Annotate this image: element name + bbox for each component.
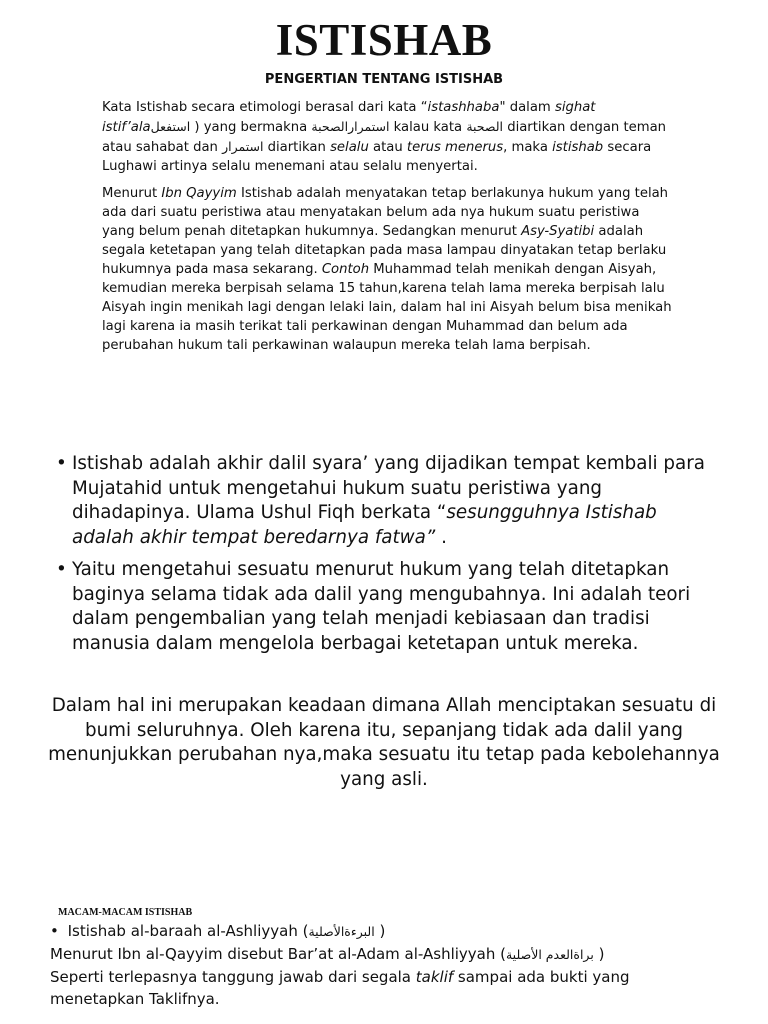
arabic-term: استمرارالصحبة: [311, 119, 390, 134]
section-subtitle: PENGERTIAN TENTANG ISTISHAB: [264, 72, 504, 87]
arabic-term: البرءةالأصلية: [308, 924, 375, 939]
arabic-term: استفعل: [150, 119, 191, 134]
macam-line: Menurut Ibn al-Qayyim disebut Bar’at al-Adam al-Ashliyyah (براةالعدم الأصلية ): [50, 945, 605, 963]
intro-section: [102, 98, 672, 363]
arabic-term: استمرار: [222, 139, 264, 154]
arabic-term: الصحبة: [466, 119, 503, 134]
intro-paragraph-2: Menurut Ibn Qayyim Istishab adalah menyatakan tetap berlakunya hukum yang telah ada dari suatu peristiwa atau menyatakan belum ada nya hukum suatu peristiwa yang belum penah ditetapkan hukumnya. Sedangkan menurut Asy-Syatibi adalah segala ketetapan yang telah ditetapkan pada masa lampau dinyatakan tetap berlaku hukumnya pada masa sekarang. Contoh Muhammad telah menikah dengan Aisyah, kemudian mereka berpisah selama 15 tahun,karena telah lama mereka berpisah lalu Aisyah ingin menikah lagi dengan lelaki lain, dalam hal ini Aisyah belum bisa menikah lagi karena ia masih terikat tali perkawinan dengan Muhammad dan belum ada perubahan hukum tali perkawinan walaupun mereka telah lama berpisah.: [102, 186, 672, 353]
list-item: • Yaitu mengetahui sesuatu menurut hukum yang telah ditetapkan baginya selama tidak ada dalil yang mengubahnya. Ini adalah teori dalam pengembalian yang telah menjadi kebiasaan dan tradisi manusia dalam mengelola berbagai ketetapan untuk mereka.: [56, 558, 716, 656]
bullet-icon: •: [50, 922, 59, 940]
bullet-list: [56, 452, 716, 664]
intro-paragraph-1: Kata Istishab secara etimologi berasal dari kata “istashhaba" dalam sighat istif’alaاستفعل ) yang bermakna استمرارالصحبة kalau kata الصحبة diartikan dengan teman atau sahabat dan استمرار diartikan selalu atau terus menerus, maka istishab secara Lughawi artinya selalu menemani atau selalu menyertai.: [102, 100, 667, 174]
macam-heading: MACAM-MACAM ISTISHAB: [58, 907, 193, 918]
arabic-term: براةالعدم الأصلية: [505, 947, 594, 962]
centered-paragraph: Dalam hal ini merupakan keadaan dimana Allah menciptakan sesuatu di bumi seluruhnya. Oleh karena itu, sepanjang tidak ada dalil yang menunjukkan perubahan nya,maka sesuatu itu tetap pada kebolehannya yang asli.: [48, 695, 720, 790]
document-title: ISTISHAB: [275, 15, 493, 65]
list-item: • Istishab adalah akhir dalil syara’ yang dijadikan tempat kembali para Mujatahid untuk mengetahui hukum suatu peristiwa yang dihadapinya. Ulama Ushul Fiqh berkata “sesungguhnya Istishab adalah akhir tempat beredarnya fatwa” .: [56, 452, 716, 550]
list-item: • Istishab al-baraah al-Ashliyyah (البرءةالأصلية ): [50, 922, 386, 940]
macam-section: [50, 920, 710, 1010]
macam-line: Seperti terlepasnya tanggung jawab dari segala taklif sampai ada bukti yang menetapkan Taklifnya.: [50, 968, 630, 1008]
